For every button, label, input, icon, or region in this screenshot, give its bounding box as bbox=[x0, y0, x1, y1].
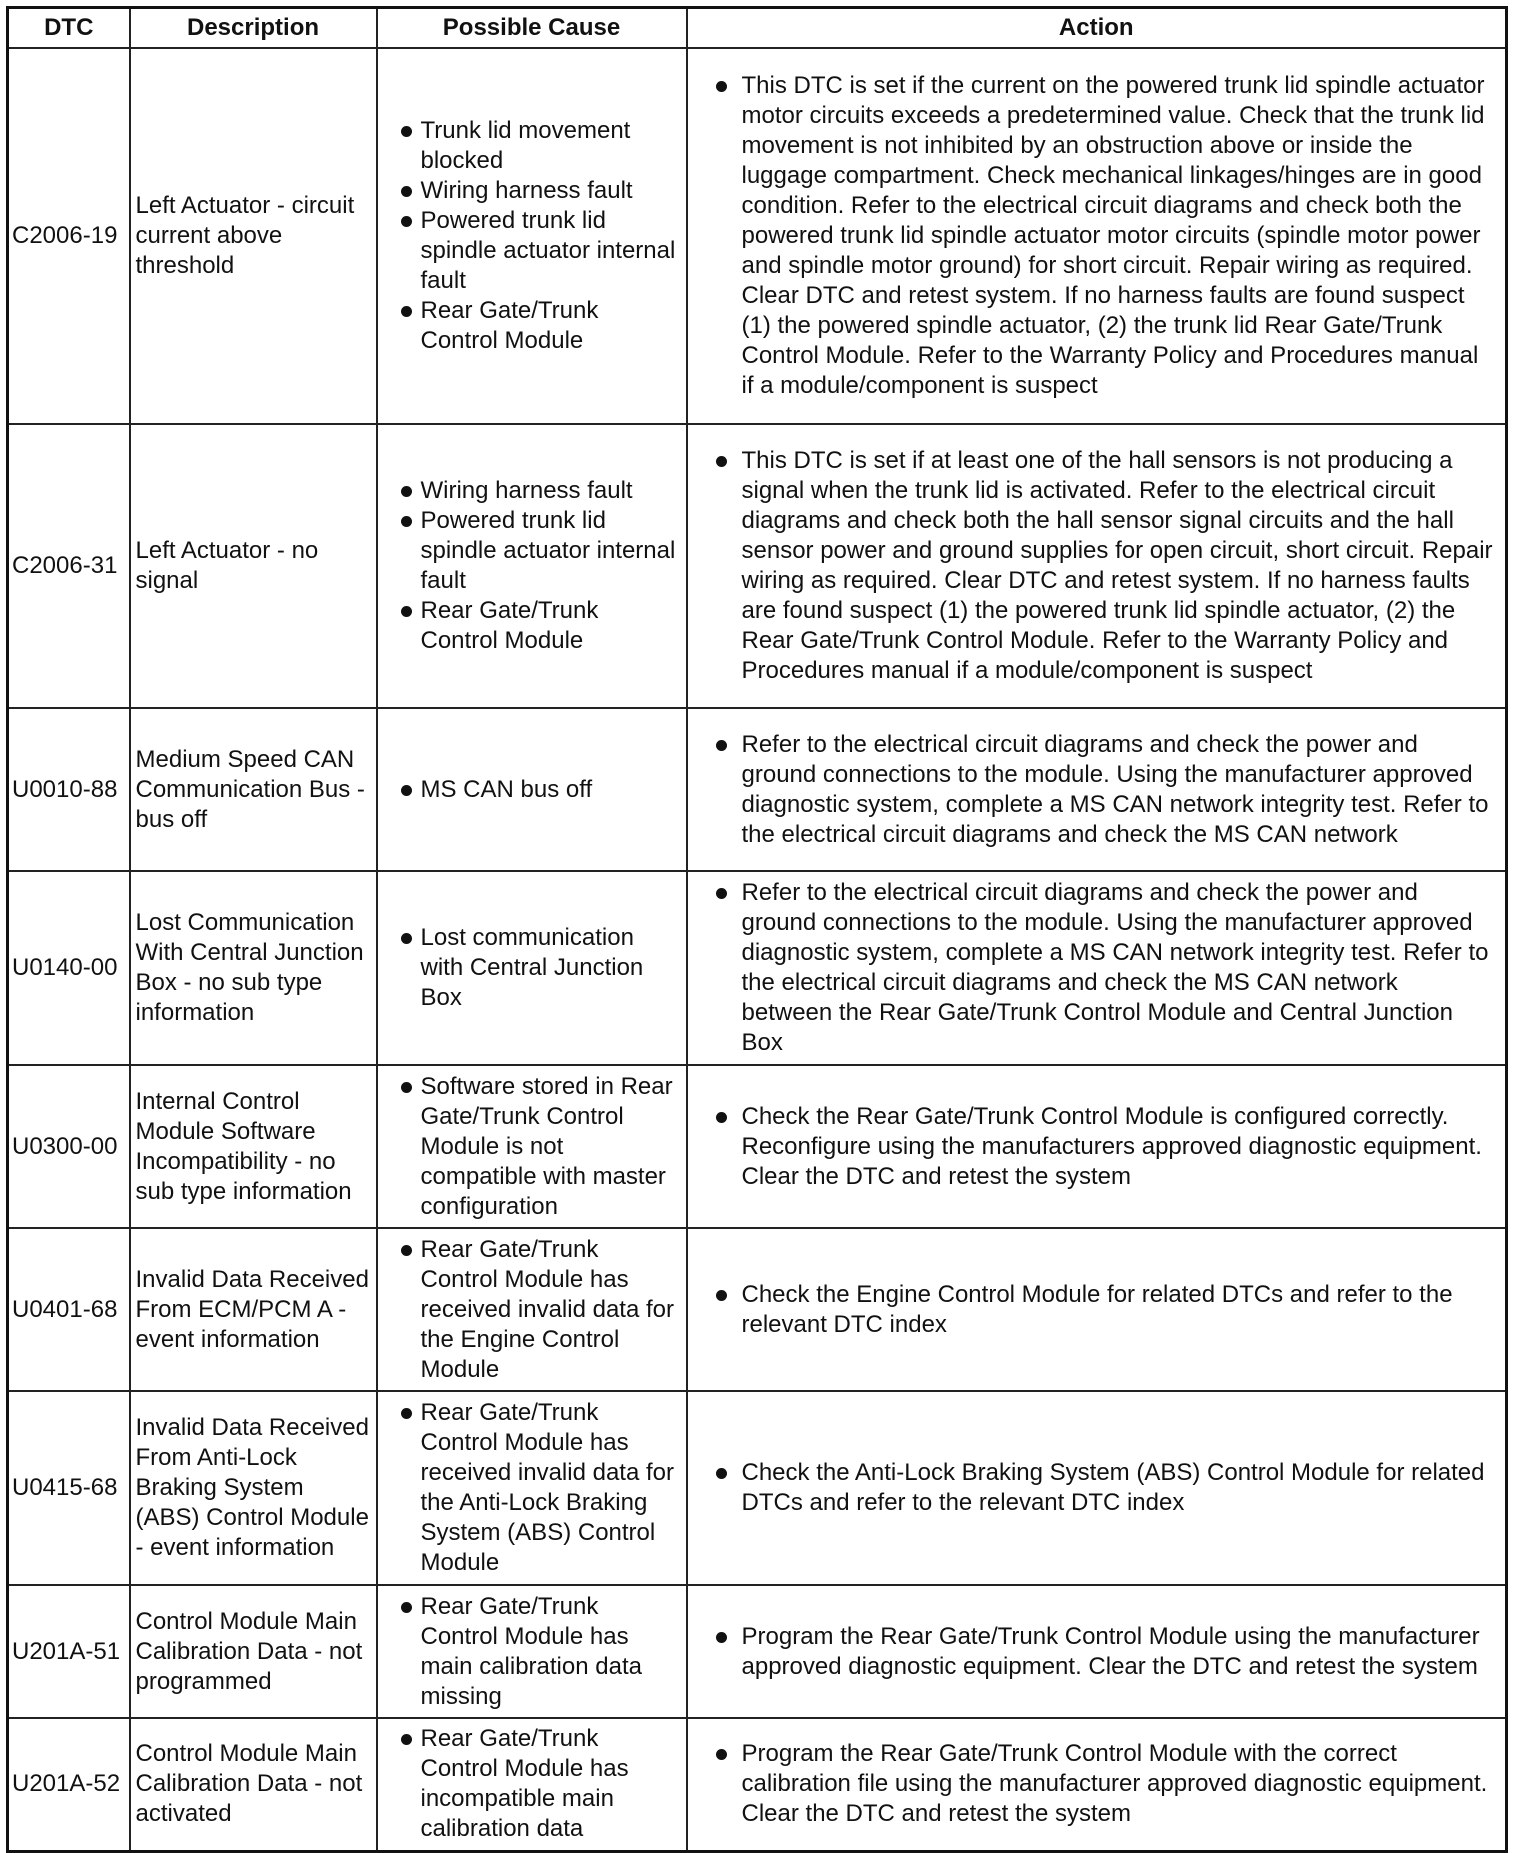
dtc-description: Left Actuator - no signal bbox=[130, 424, 377, 708]
possible-cause-cell bbox=[377, 871, 687, 1065]
action-text: Refer to the electrical circuit diagrams and check the power and ground connections to the module. Using the manufacturer approved diagnostic system, complete a MS CAN network integrity test. Refer to the electrical circuit diagrams and check the MS CAN network bbox=[710, 730, 1496, 850]
action-list bbox=[710, 446, 1496, 686]
possible-cause-item: Trunk lid movement blocked bbox=[383, 116, 681, 176]
possible-cause-list bbox=[383, 116, 681, 356]
dtc-code: U0401-68 bbox=[8, 1228, 130, 1391]
action-list bbox=[710, 1739, 1496, 1829]
action-cell bbox=[687, 1391, 1507, 1585]
possible-cause-cell bbox=[377, 1228, 687, 1391]
action-list bbox=[710, 878, 1496, 1058]
action-text: This DTC is set if at least one of the hall sensors is not producing a signal when the trunk lid is activated. Refer to the electrical circuit diagrams and check both the hall sensor signal circuits and the hall sensor power and ground supplies for open circuit, short circuit. Repair wiring as required. Clear DTC and retest system. If no harness faults are found suspect (1) the powered trunk lid spindle actuator, (2) the Rear Gate/Trunk Control Module. Refer to the Warranty Policy and Procedures manual if a module/component is suspect bbox=[710, 446, 1496, 686]
table-row bbox=[8, 871, 1507, 1065]
table-row bbox=[8, 424, 1507, 708]
possible-cause-item: Powered trunk lid spindle actuator internal fault bbox=[383, 206, 681, 296]
possible-cause-item: MS CAN bus off bbox=[383, 775, 681, 805]
possible-cause-item: Rear Gate/Trunk Control Module bbox=[383, 596, 681, 656]
possible-cause-cell bbox=[377, 424, 687, 708]
dtc-description: Invalid Data Received From Anti-Lock Braking System (ABS) Control Module - event information bbox=[130, 1391, 377, 1585]
action-text: This DTC is set if the current on the powered trunk lid spindle actuator motor circuits exceeds a predetermined value. Check that the trunk lid movement is not inhibited by an obstruction above or inside the luggage compartment. Check mechanical linkages/hinges are in good condition. Refer to the electrical circuit diagrams and check both the powered trunk lid spindle actuator motor circuits (spindle motor power and spindle motor ground) for short circuit. Repair wiring as required. Clear DTC and retest system. If no harness faults are found suspect (1) the powered spindle actuator, (2) the trunk lid Rear Gate/Trunk Control Module. Refer to the Warranty Policy and Procedures manual if a module/component is suspect bbox=[710, 71, 1496, 401]
action-text: Check the Anti-Lock Braking System (ABS) Control Module for related DTCs and refer to the relevant DTC index bbox=[710, 1458, 1496, 1518]
action-cell bbox=[687, 708, 1507, 871]
table-row bbox=[8, 708, 1507, 871]
possible-cause-cell bbox=[377, 1585, 687, 1718]
dtc-table-body bbox=[8, 48, 1507, 1851]
possible-cause-item: Powered trunk lid spindle actuator internal fault bbox=[383, 506, 681, 596]
possible-cause-item: Rear Gate/Trunk Control Module has main calibration data missing bbox=[383, 1592, 681, 1712]
table-row bbox=[8, 1391, 1507, 1585]
dtc-code: U0300-00 bbox=[8, 1065, 130, 1228]
action-text: Check the Rear Gate/Trunk Control Module is configured correctly. Reconfigure using the manufacturers approved diagnostic equipment. Clear the DTC and retest the system bbox=[710, 1102, 1496, 1192]
dtc-description: Medium Speed CAN Communication Bus - bus off bbox=[130, 708, 377, 871]
possible-cause-list bbox=[383, 1235, 681, 1385]
action-text: Check the Engine Control Module for related DTCs and refer to the relevant DTC index bbox=[710, 1280, 1496, 1340]
possible-cause-list bbox=[383, 476, 681, 656]
possible-cause-cell bbox=[377, 1391, 687, 1585]
action-cell bbox=[687, 1065, 1507, 1228]
possible-cause-list bbox=[383, 775, 681, 805]
action-cell bbox=[687, 1228, 1507, 1391]
possible-cause-item: Rear Gate/Trunk Control Module has received invalid data for the Anti-Lock Braking System (ABS) Control Module bbox=[383, 1398, 681, 1578]
possible-cause-list bbox=[383, 1072, 681, 1222]
possible-cause-item: Lost communication with Central Junction Box bbox=[383, 923, 681, 1013]
possible-cause-cell bbox=[377, 1065, 687, 1228]
dtc-code: U201A-51 bbox=[8, 1585, 130, 1718]
dtc-code: U0140-00 bbox=[8, 871, 130, 1065]
action-cell bbox=[687, 1718, 1507, 1851]
action-cell bbox=[687, 48, 1507, 424]
possible-cause-list bbox=[383, 1724, 681, 1844]
dtc-table bbox=[6, 6, 1508, 1853]
possible-cause-item: Rear Gate/Trunk Control Module has received invalid data for the Engine Control Module bbox=[383, 1235, 681, 1385]
dtc-code: C2006-19 bbox=[8, 48, 130, 424]
action-list bbox=[710, 71, 1496, 401]
table-row bbox=[8, 48, 1507, 424]
dtc-code: U0415-68 bbox=[8, 1391, 130, 1585]
action-list bbox=[710, 1102, 1496, 1192]
action-list bbox=[710, 1458, 1496, 1518]
dtc-code: C2006-31 bbox=[8, 424, 130, 708]
table-row bbox=[8, 1718, 1507, 1851]
table-row bbox=[8, 1065, 1507, 1228]
possible-cause-item: Wiring harness fault bbox=[383, 176, 681, 206]
dtc-code: U0010-88 bbox=[8, 708, 130, 871]
dtc-description: Lost Communication With Central Junction Box - no sub type information bbox=[130, 871, 377, 1065]
dtc-code: U201A-52 bbox=[8, 1718, 130, 1851]
action-text: Refer to the electrical circuit diagrams and check the power and ground connections to the module. Using the manufacturer approved diagnostic system, complete a MS CAN network integrity test. Refer to the electrical circuit diagrams and check the MS CAN network between the Rear Gate/Trunk Control Module and Central Junction Box bbox=[710, 878, 1496, 1058]
dtc-description: Invalid Data Received From ECM/PCM A - event information bbox=[130, 1228, 377, 1391]
table-row bbox=[8, 1585, 1507, 1718]
dtc-description: Left Actuator - circuit current above threshold bbox=[130, 48, 377, 424]
action-text: Program the Rear Gate/Trunk Control Module using the manufacturer approved diagnostic equipment. Clear the DTC and retest the system bbox=[710, 1622, 1496, 1682]
possible-cause-item: Rear Gate/Trunk Control Module has incompatible main calibration data bbox=[383, 1724, 681, 1844]
possible-cause-list bbox=[383, 923, 681, 1013]
action-cell bbox=[687, 871, 1507, 1065]
table-row bbox=[8, 1228, 1507, 1391]
header-action: Action bbox=[687, 8, 1507, 49]
action-list bbox=[710, 730, 1496, 850]
possible-cause-item: Software stored in Rear Gate/Trunk Control Module is not compatible with master configuration bbox=[383, 1072, 681, 1222]
possible-cause-list bbox=[383, 1398, 681, 1578]
action-cell bbox=[687, 1585, 1507, 1718]
possible-cause-item: Wiring harness fault bbox=[383, 476, 681, 506]
possible-cause-cell bbox=[377, 1718, 687, 1851]
possible-cause-list bbox=[383, 1592, 681, 1712]
action-cell bbox=[687, 424, 1507, 708]
header-possible-cause: Possible Cause bbox=[377, 8, 687, 49]
header-dtc: DTC bbox=[8, 8, 130, 49]
action-list bbox=[710, 1622, 1496, 1682]
action-text: Program the Rear Gate/Trunk Control Module with the correct calibration file using the manufacturer approved diagnostic equipment. Clear the DTC and retest the system bbox=[710, 1739, 1496, 1829]
possible-cause-item: Rear Gate/Trunk Control Module bbox=[383, 296, 681, 356]
dtc-description: Internal Control Module Software Incompatibility - no sub type information bbox=[130, 1065, 377, 1228]
action-list bbox=[710, 1280, 1496, 1340]
header-description: Description bbox=[130, 8, 377, 49]
dtc-description: Control Module Main Calibration Data - not programmed bbox=[130, 1585, 377, 1718]
possible-cause-cell bbox=[377, 48, 687, 424]
header-row bbox=[8, 8, 1507, 49]
dtc-description: Control Module Main Calibration Data - not activated bbox=[130, 1718, 377, 1851]
possible-cause-cell bbox=[377, 708, 687, 871]
